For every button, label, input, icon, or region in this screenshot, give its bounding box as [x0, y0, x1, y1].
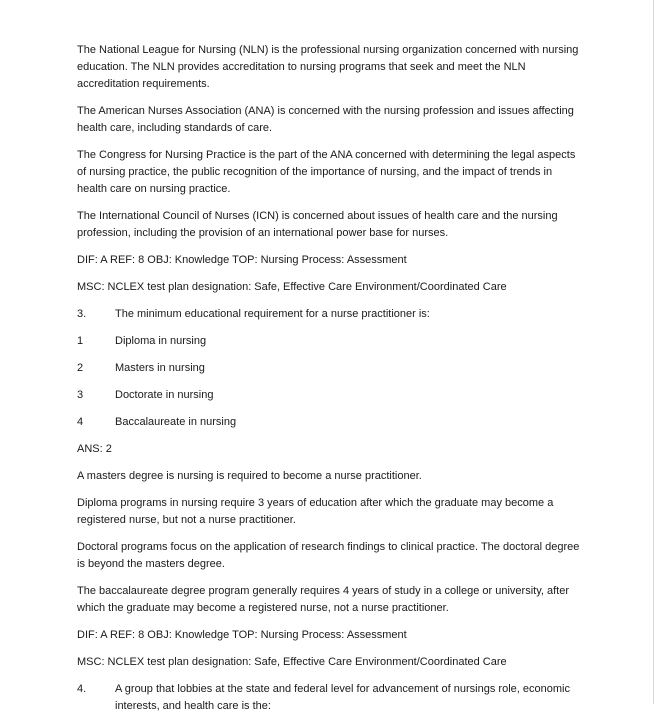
question-3 — [77, 306, 582, 323]
rationale-2: Diploma programs in nursing require 3 years of education after which the graduate may become a registered nurse, but not a nurse practitioner. — [77, 497, 554, 526]
rationale-1: A masters degree is nursing is required to become a nurse practitioner. — [77, 470, 422, 482]
answer-line: ANS: 2 — [77, 443, 112, 455]
option-text: Diploma in nursing — [115, 335, 207, 347]
option-3 — [77, 387, 582, 404]
document-body — [77, 42, 582, 725]
question-stem: A group that lobbies at the state and federal level for advancement of nursings role, economic interests, and health care is the: — [115, 683, 570, 712]
rationale-3: Doctoral programs focus on the application of research findings to clinical practice. The doctoral degree is beyond the masters degree. — [77, 541, 580, 570]
paragraph-nln: The National League for Nursing (NLN) is the professional nursing organization concerned with nursing education. The NLN provides accreditation to nursing programs that seek and meet the NLN accreditation requirements. — [77, 44, 579, 90]
question-number: 4. — [77, 683, 87, 695]
option-2 — [77, 360, 582, 377]
rationale-4: The baccalaureate degree program generally requires 4 years of study in a college or university, after which the graduate may become a registered nurse, not a nurse practitioner. — [77, 585, 570, 614]
option-text: Masters in nursing — [115, 362, 205, 374]
meta-msc-line: MSC: NCLEX test plan designation: Safe, Effective Care Environment/Coordinated Care — [77, 656, 507, 668]
question-stem: The minimum educational requirement for a nurse practitioner is: — [115, 308, 430, 320]
meta-dif-line: DIF: A REF: 8 OBJ: Knowledge TOP: Nursing Process: Assessment — [77, 629, 407, 641]
paragraph-ana: The American Nurses Association (ANA) is concerned with the nursing profession and issues affecting health care, including standards of care. — [77, 105, 574, 134]
meta-msc-line: MSC: NCLEX test plan designation: Safe, Effective Care Environment/Coordinated Care — [77, 281, 507, 293]
option-4 — [77, 414, 582, 431]
paragraph-congress: The Congress for Nursing Practice is the part of the ANA concerned with determining the legal aspects of nursing practice, the public recognition of the importance of nursing, and the impact of trends in health care on nursing practice. — [77, 149, 576, 195]
meta-dif-line: DIF: A REF: 8 OBJ: Knowledge TOP: Nursing Process: Assessment — [77, 254, 407, 266]
paragraph-icn: The International Council of Nurses (ICN) is concerned about issues of health care and the nursing profession, including the provision of an international power base for nurses. — [77, 210, 558, 239]
option-text: Baccalaureate in nursing — [115, 416, 237, 428]
option-number: 4 — [77, 416, 84, 428]
question-4 — [77, 681, 582, 715]
question-number: 3. — [77, 308, 87, 320]
option-1 — [77, 333, 582, 350]
option-text: Doctorate in nursing — [115, 389, 214, 401]
option-number: 3 — [77, 389, 84, 401]
option-number: 1 — [77, 335, 84, 347]
option-number: 2 — [77, 362, 84, 374]
